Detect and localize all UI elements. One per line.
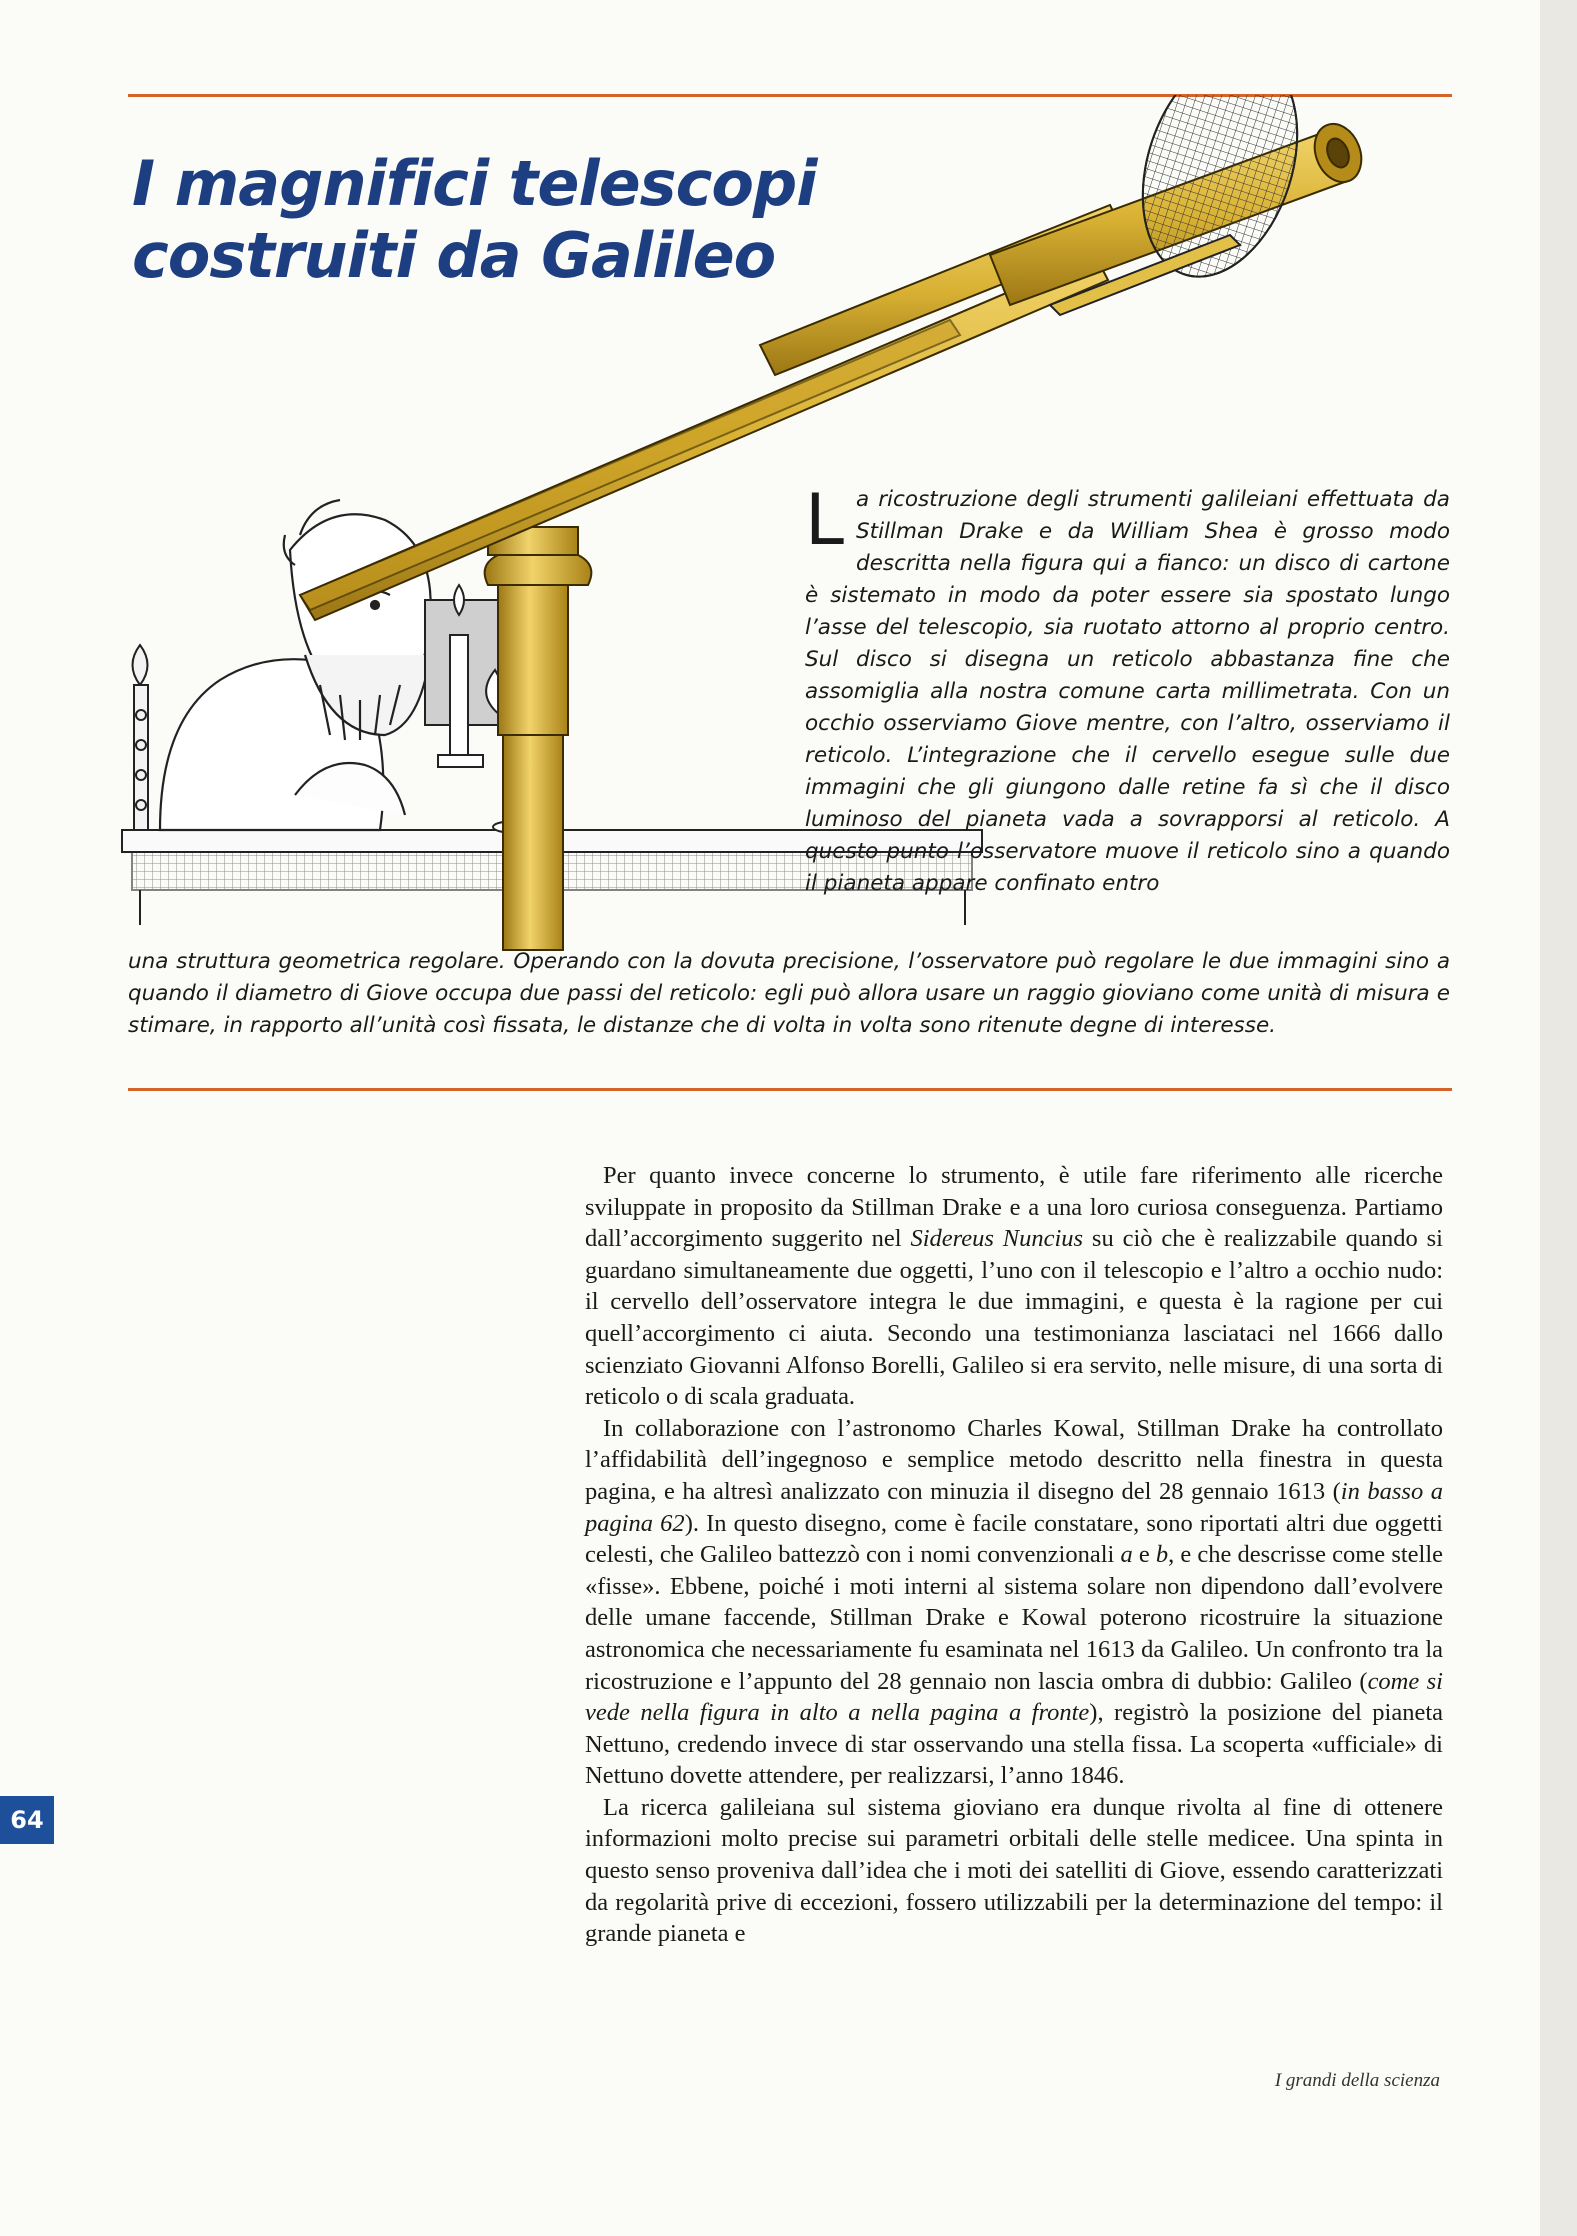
page-edge-shadow xyxy=(1540,0,1577,2236)
box-text-lower: una struttura geometrica regolare. Operando con la dovuta precisione, l’osservatore può regolare le due immagini sino a quando il diametro di Giove occupa due passi del reticolo: egli può allora usare un raggio gioviano come unità di misura e stimare, in rapporto all’unità così fissata, le distanze che di volta in volta sono ritenute degne di interesse. xyxy=(128,949,1450,1038)
p1-b: su ciò che è realizzabile quando si guardano simultaneamente due oggetti, l’uno con il telescopio e l’altro a occhio nudo: il cervello dell’osservatore integra le due immagini, e questa è la ragione per cui quell’accorgimento ci aiuta. Secondo una testimonianza lasciataci nel 1666 dallo scienziato Giovanni Alfonso Borelli, Galileo si era servito, nelle misure, di una sorta di reticolo o di scala graduata. xyxy=(585,1225,1443,1411)
p2-b: ). In questo disegno, come è facile constatare, sono riportati altri due oggetti celesti, che Galileo battezzò con i nomi convenzionali xyxy=(585,1509,1443,1569)
chair xyxy=(133,645,149,830)
body-paragraph-2 xyxy=(585,1413,1443,1792)
p2-c: e xyxy=(1132,1541,1156,1569)
title-line-1: I magnifici telescopi xyxy=(132,147,817,220)
p2-e: ), registrò la posizione del pianeta Nettuno, credendo invece di star osservando una stella fissa. La scoperta «ufficiale» di Nettuno dovette attendere, per realizzarsi, l’anno 1846. xyxy=(585,1699,1443,1790)
p2-em2: a xyxy=(1120,1541,1133,1569)
galileo-figure xyxy=(160,500,431,830)
p2-a: In collaborazione con l’astronomo Charles Kowal, Stillman Drake ha controllato l’affidabilità dell’ingegnoso e semplice metodo descritto nella finestra in questa pagina, e ha altresì analizzato con minuzia il disegno del 28 gennaio 1613 ( xyxy=(585,1414,1443,1505)
dropcap: L xyxy=(805,479,844,561)
p2-em3: b xyxy=(1155,1541,1169,1569)
p1-a: Per quanto invece concerne lo strumento, è utile fare riferimento alle ricerche sviluppate in proposito da Stillman Drake e a una loro curiosa conseguenza. Partiamo dall’accorgimento suggerito nel xyxy=(585,1162,1443,1253)
body-paragraph-1 xyxy=(585,1160,1443,1413)
article-body xyxy=(585,1160,1443,1950)
box-text-upper xyxy=(805,479,1450,944)
p2-em1: in basso a pagina 62 xyxy=(585,1477,1443,1537)
section-rule xyxy=(128,1088,1452,1091)
running-footer: I grandi della scienza xyxy=(1274,2070,1440,2091)
p2-em4: come si vede nella figura in alto a nella pagina a fronte xyxy=(585,1667,1443,1727)
p2-d: , e che descrisse come stelle «fisse». Ebbene, poiché i moti interni al sistema solare non dipendono dall’evolvere delle umane faccende, Stillman Drake e Kowal poterono ricostruire la situazione astronomica che necessariamente fu esaminata nel 1613 da Galileo. Un confronto tra la ricostruzione e l’appunto del 28 gennaio non lascia ombra di dubbio: Galileo ( xyxy=(585,1541,1444,1695)
p1-em: Sidereus Nuncius xyxy=(910,1225,1084,1253)
body-paragraph-3: La ricerca galileiana sul sistema gioviano era dunque rivolta al fine di ottenere informazioni molto precise sui parametri orbitali delle stelle medicee. Una spinta in questo senso proveniva dall’idea che i moti dei satelliti di Giove, essendo caratterizzati da regolarità prive di eccezioni, fossero utilizzabili per la determinazione del tempo: il grande pianeta e xyxy=(585,1793,1443,1948)
box-upper-body: a ricostruzione degli strumenti galileiani effettuata da Stillman Drake e da William Shea è grosso modo descritta nella figura qui a fianco: un disco di cartone è sistemato in modo da poter essere sia spostato lungo l’asse del telescopio, sia ruotato attorno al proprio centro. Sul disco si disegna un reticolo abbastanza fine che assomiglia alla nostra comune carta millimetrata. Con un occhio osserviamo Giove mentre, con l’altro, osserviamo il reticolo. L’integrazione che il cervello esegue sulle due immagini che gli giungono dalle retine fa sì che il disco luminoso del pianeta vada a sovrapporsi al reticolo. A questo punto l’osservatore muove il reticolo sino a quando il pianeta appare confinato entro xyxy=(805,487,1450,896)
title-line-2: costruiti da Galileo xyxy=(132,219,776,292)
page-number-tab: 64 xyxy=(0,1796,54,1844)
